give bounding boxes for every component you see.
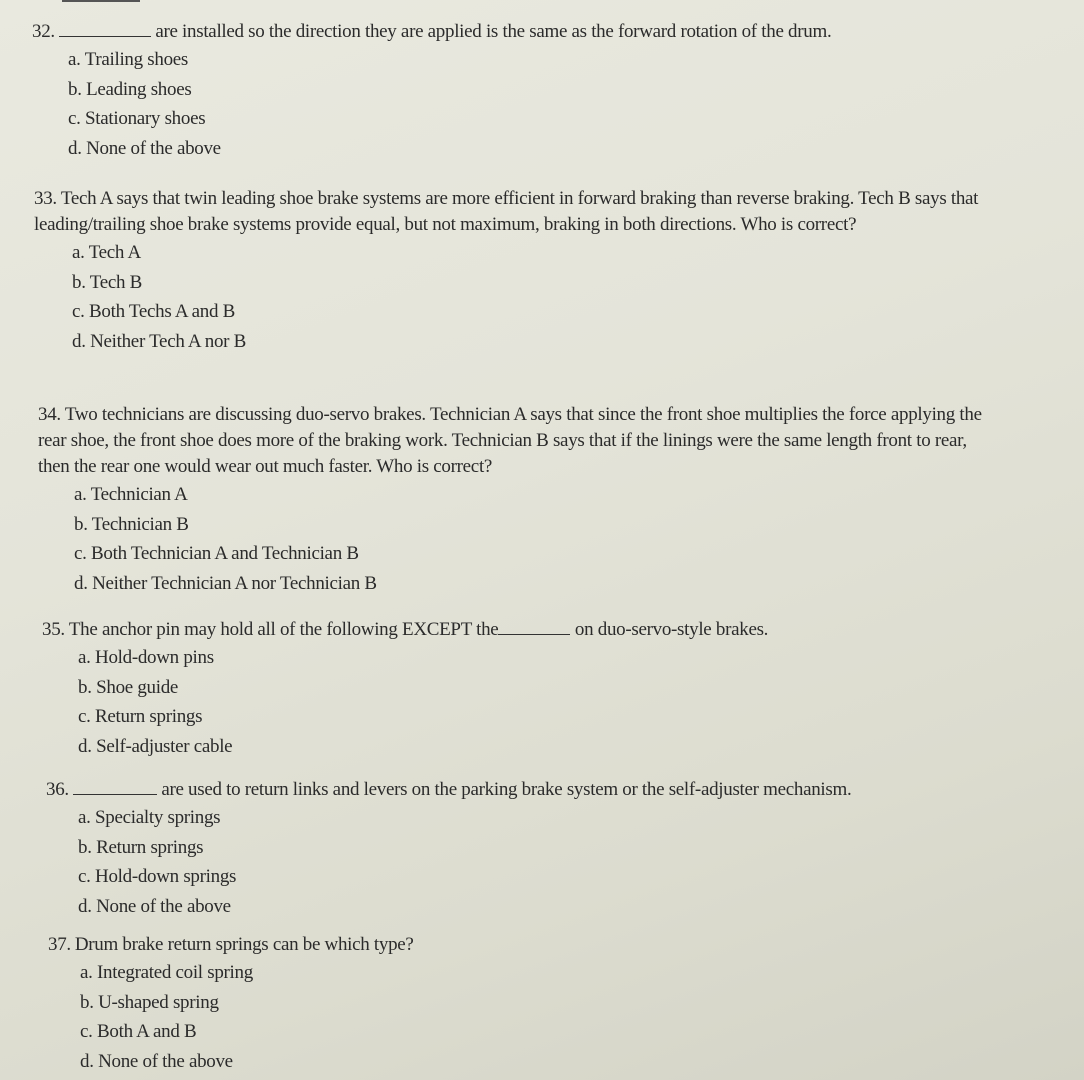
question-stem <box>38 402 983 480</box>
option-b[interactable]: b. U-shaped spring <box>80 991 219 1013</box>
option-list <box>68 45 992 163</box>
question-34 <box>38 402 983 598</box>
question-37 <box>48 932 1008 1076</box>
question-35 <box>42 616 1002 761</box>
option-c[interactable]: c. Both Technician A and Technician B <box>74 543 359 564</box>
option-b[interactable]: b. Return springs <box>78 836 204 858</box>
question-number: 35. <box>42 619 65 640</box>
question-number: 33. <box>34 188 57 209</box>
option-list <box>78 803 1006 921</box>
option-b[interactable]: b. Shoe guide <box>78 676 179 698</box>
question-stem <box>34 186 984 238</box>
question-number: 36. <box>46 779 69 800</box>
option-a[interactable]: a. Tech A <box>72 242 141 263</box>
option-c[interactable]: c. Both A and B <box>80 1021 197 1042</box>
option-list <box>78 643 1002 761</box>
question-text: Tech A says that twin leading shoe brake systems are more efficient in forward braking than reverse braking. Tech B says that leading/trailing shoe brake systems provide equal, but not maximum, braking in both directions. Who is correct? <box>34 188 979 235</box>
question-text: are installed so the direction they are applied is the same as the forward rotation of the drum. <box>155 21 832 42</box>
option-b[interactable]: b. Leading shoes <box>68 78 192 100</box>
question-32 <box>32 18 992 163</box>
answer-blank <box>73 776 157 795</box>
option-a[interactable]: a. Trailing shoes <box>68 49 188 70</box>
option-c[interactable]: c. Both Techs A and B <box>72 301 236 322</box>
option-c[interactable]: c. Hold-down springs <box>78 866 237 887</box>
option-list <box>80 958 1008 1076</box>
option-d[interactable]: d. Neither Technician A nor Technician B <box>74 572 377 594</box>
question-text-after: on duo-servo-style brakes. <box>574 619 769 640</box>
question-number: 34. <box>38 404 61 425</box>
question-text: are used to return links and levers on the parking brake system or the self-adjuster mechanism. <box>161 779 852 800</box>
answer-blank <box>59 18 151 37</box>
top-rule <box>62 0 140 2</box>
option-a[interactable]: a. Technician A <box>74 484 188 505</box>
question-stem <box>32 18 992 45</box>
option-list <box>74 480 983 598</box>
question-stem <box>42 616 1002 643</box>
option-list <box>72 238 984 356</box>
question-33 <box>34 186 984 356</box>
option-a[interactable]: a. Specialty springs <box>78 807 221 828</box>
question-number: 32. <box>32 21 55 42</box>
option-d[interactable]: d. None of the above <box>68 137 221 159</box>
option-a[interactable]: a. Hold-down pins <box>78 647 214 668</box>
option-d[interactable]: d. Self-adjuster cable <box>78 735 233 757</box>
option-d[interactable]: d. None of the above <box>78 895 231 917</box>
option-d[interactable]: d. None of the above <box>80 1050 233 1072</box>
question-text-before: The anchor pin may hold all of the following EXCEPT the <box>68 619 499 640</box>
question-text: Two technicians are discussing duo-servo brakes. Technician A says that since the front shoe multiplies the force applying the rear shoe, the front shoe does more of the braking work. Technician B says that if the linings were the same length front to rear, then the rear one would wear out much faster. Who is correct? <box>38 404 982 477</box>
option-a[interactable]: a. Integrated coil spring <box>80 962 253 983</box>
option-d[interactable]: d. Neither Tech A nor B <box>72 330 246 352</box>
question-stem <box>48 932 1008 958</box>
question-text: Drum brake return springs can be which type? <box>74 934 414 955</box>
answer-blank <box>498 616 570 635</box>
option-b[interactable]: b. Tech B <box>72 271 143 293</box>
question-36 <box>46 776 1006 921</box>
option-b[interactable]: b. Technician B <box>74 513 189 535</box>
option-c[interactable]: c. Stationary shoes <box>68 108 206 129</box>
question-number: 37. <box>48 934 71 955</box>
question-stem <box>46 776 1006 803</box>
option-c[interactable]: c. Return springs <box>78 706 203 727</box>
